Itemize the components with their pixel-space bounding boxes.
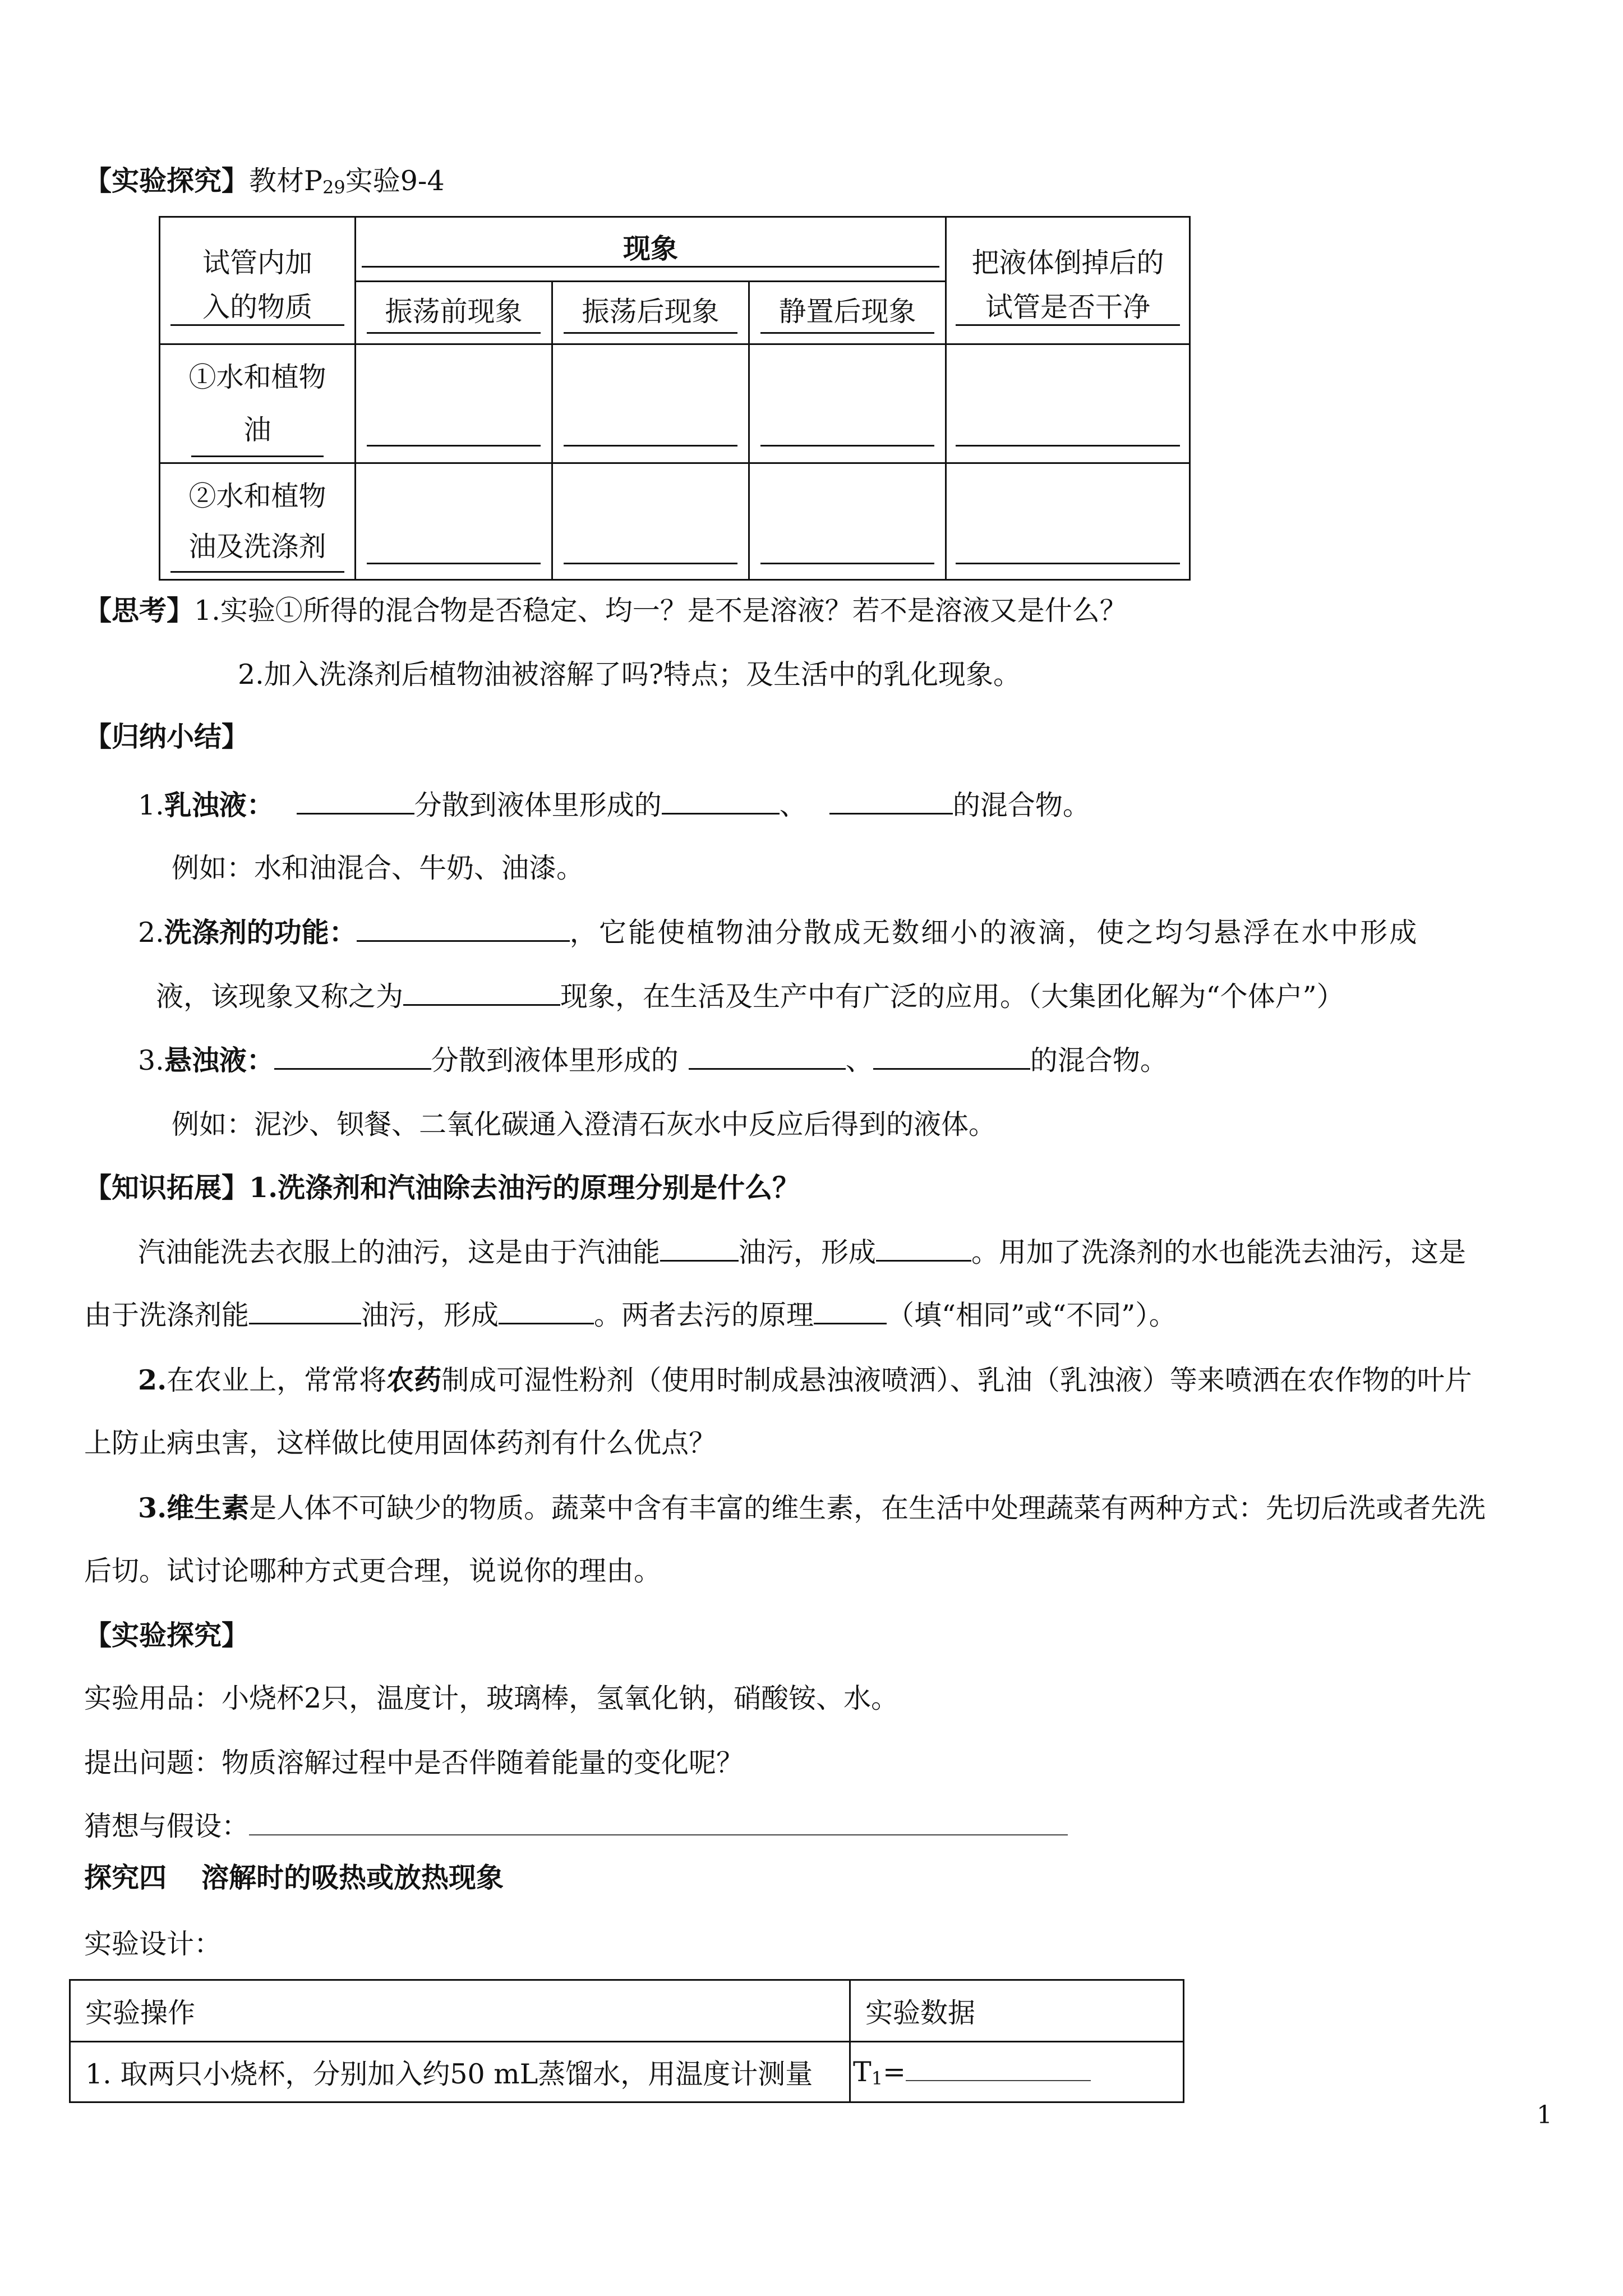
row1-substance-line1: ①水和植物 — [188, 361, 326, 393]
section-four-heading — [84, 1861, 504, 1894]
row1-substance-line2: 油 — [243, 414, 271, 446]
header-phenomenon-label: 现象 — [623, 232, 678, 265]
item3-text-1: 分散到液体里形成的 — [431, 1045, 679, 1076]
row2-substance-line2: 油及洗涤剂 — [188, 531, 326, 563]
row1-before-cell[interactable] — [356, 344, 552, 463]
item2-text-1: ，它能使植物油分散成无数细小的液滴，使之均匀悬浮在水中形成 — [569, 917, 1419, 949]
header-phenomenon — [356, 217, 946, 282]
item3-blank-3[interactable] — [873, 1043, 1030, 1070]
temperature-blank[interactable] — [906, 2055, 1091, 2081]
item2-text-3: 现象，在生活及生产中有广泛的应用。（大集团化解为“个体户”） — [560, 981, 1344, 1013]
item2-blank-2[interactable] — [403, 979, 560, 1006]
row1-substance — [160, 344, 356, 463]
table-row — [70, 2042, 1184, 2102]
expand-question-1: 1.洗涤剂和汽油除去油污的原理分别是什么？ — [249, 1171, 800, 1204]
item1-text-3: 的混合物。 — [952, 789, 1090, 821]
item1-blank-1[interactable] — [297, 788, 414, 815]
heading-subscript: 29 — [322, 177, 345, 198]
summary-item-1 — [138, 788, 1090, 822]
row1-clean-cell[interactable] — [946, 344, 1190, 463]
item3-example: 例如：泥沙、钡餐、二氧化碳通入澄清石灰水中反应后得到的液体。 — [172, 1108, 997, 1140]
temperature-symbol: T — [853, 2055, 872, 2088]
p1-text-e: 油污，形成 — [361, 1299, 499, 1331]
p1-blank-3[interactable] — [249, 1298, 361, 1324]
header-clean-line1: 把液体倒掉后的 — [971, 246, 1164, 279]
item2-blank-1[interactable] — [357, 915, 570, 942]
temperature-equals: = — [883, 2055, 906, 2088]
experiment2-heading: 【实验探究】 — [84, 1619, 250, 1651]
item2-term: 洗涤剂的功能： — [164, 916, 357, 949]
expand-heading-line — [84, 1171, 800, 1205]
item1-blank-3[interactable] — [829, 788, 953, 815]
summary-item-2 — [138, 915, 1419, 950]
item1-number: 1. — [138, 789, 164, 821]
expand-bracket: 【知识拓展】 — [84, 1171, 250, 1204]
item2-text-2: 液，该现象又称之为 — [156, 981, 404, 1013]
section-title: 溶解时的吸热或放热现象 — [201, 1861, 504, 1894]
design-row1-operation: 1. 取两只小烧杯，分别加入约50 mL蒸馏水，用温度计测量 — [70, 2042, 850, 2102]
q2-text-a: 在农业上，常常将 — [167, 1364, 387, 1396]
item1-example: 例如：水和油混合、牛奶、油漆。 — [172, 852, 584, 884]
heading-bracket: 【实验探究】 — [84, 164, 250, 197]
think-question-2: 2.加入洗涤剂后植物油被溶解了吗?特点；及生活中的乳化现象。 — [238, 659, 1021, 691]
row1-rest-cell[interactable] — [749, 344, 946, 463]
p1-blank-5[interactable] — [814, 1298, 887, 1324]
hypothesis-line — [84, 1810, 1068, 1843]
header-before — [356, 282, 552, 344]
p1-text-a: 汽油能洗去衣服上的油污，这是由于汽油能 — [138, 1236, 661, 1268]
design-table — [69, 1979, 1184, 2103]
summary-heading: 【归纳小结】 — [84, 720, 250, 753]
think-bracket: 【思考】 — [84, 594, 195, 627]
q2-number: 2. — [138, 1364, 167, 1396]
item3-text-3: 的混合物。 — [1030, 1045, 1168, 1076]
item1-text-1: 分散到液体里形成的 — [414, 789, 662, 821]
row2-substance-line1: ②水和植物 — [188, 480, 326, 512]
row1-after-cell[interactable] — [552, 344, 749, 463]
hypothesis-blank[interactable] — [249, 1810, 1068, 1835]
row2-before-cell[interactable] — [356, 463, 552, 580]
table-row — [160, 463, 1190, 580]
q2-text-c: 制成可湿性粉剂（使用时制成悬浊液喷洒）、乳油（乳浊液）等来喷洒在农作物的叶片 — [441, 1364, 1472, 1396]
item3-number: 3. — [138, 1045, 164, 1076]
p1-blank-2[interactable] — [876, 1235, 971, 1262]
think-question-1: 1.实验①所得的混合物是否稳定、均一？是不是溶液？若不是溶液又是什么？ — [194, 595, 1127, 627]
hypothesis-label: 猜想与假设： — [84, 1810, 250, 1842]
expand-para-1 — [138, 1235, 1466, 1269]
item1-term: 乳浊液： — [164, 789, 274, 821]
heading-text-b: 实验9-4 — [345, 165, 445, 197]
summary-item-3 — [138, 1043, 1168, 1078]
expand-para-1-cont — [84, 1298, 1177, 1332]
header-rest — [749, 282, 946, 344]
page-number: 1 — [1537, 2101, 1552, 2129]
experiment2-materials: 实验用品：小烧杯2只，温度计，玻璃棒，氢氧化钠，硝酸铵、水。 — [84, 1682, 899, 1714]
item1-text-2: 、 — [779, 789, 807, 821]
p1-text-b: 油污，形成 — [739, 1236, 877, 1268]
expand-question-3 — [138, 1491, 1486, 1525]
header-substance-line2: 入的物质 — [202, 291, 312, 323]
think-q1-line — [84, 593, 1127, 628]
item3-blank-1[interactable] — [274, 1043, 431, 1070]
header-after — [552, 282, 749, 344]
p1-text-d: 由于洗涤剂能 — [84, 1299, 250, 1331]
header-clean-line2: 试管是否干净 — [985, 291, 1150, 323]
item1-blank-2[interactable] — [662, 788, 780, 815]
q3-number: 3. — [138, 1492, 167, 1524]
p1-text-c: 。用加了洗涤剂的水也能洗去油污，这是 — [971, 1236, 1467, 1268]
experiment-heading — [84, 164, 445, 204]
row2-rest-cell[interactable] — [749, 463, 946, 580]
experiment2-question: 提出问题：物质溶解过程中是否伴随着能量的变化呢？ — [84, 1747, 744, 1779]
design-header-data: 实验数据 — [850, 1980, 1184, 2042]
header-after-label: 振荡后现象 — [582, 296, 720, 328]
heading-text-a: 教材P — [249, 165, 322, 197]
item3-term: 悬浊液： — [164, 1044, 274, 1076]
item3-blank-2[interactable] — [689, 1043, 846, 1070]
header-clean — [946, 217, 1190, 344]
design-row1-data — [850, 2042, 1184, 2102]
q2-text-d: 上防止病虫害，这样做比使用固体药剂有什么优点？ — [84, 1427, 717, 1459]
design-label: 实验设计： — [84, 1928, 222, 1960]
header-substance-line1: 试管内加 — [202, 246, 312, 279]
expand-question-2 — [138, 1363, 1472, 1397]
p1-text-f: 。两者去污的原理 — [594, 1299, 814, 1331]
row2-clean-cell[interactable] — [946, 463, 1190, 580]
experiment-table — [159, 216, 1191, 581]
q3-text-c: 后切。试讨论哪种方式更合理，说说你的理由。 — [84, 1555, 662, 1587]
item2-number: 2. — [138, 917, 164, 949]
header-substance — [160, 217, 356, 344]
p1-blank-4[interactable] — [499, 1298, 594, 1324]
q2-text-bold: 农药 — [386, 1364, 442, 1396]
row2-substance — [160, 463, 356, 580]
row2-after-cell[interactable] — [552, 463, 749, 580]
summary-item-2-cont — [156, 979, 1344, 1014]
table-row — [160, 344, 1190, 463]
design-header-operation: 实验操作 — [70, 1980, 850, 2042]
p1-blank-1[interactable] — [660, 1235, 739, 1262]
p1-text-g: （填“相同”或“不同”）。 — [887, 1299, 1177, 1331]
section-number: 探究四 — [84, 1861, 167, 1894]
item3-text-2: 、 — [845, 1045, 873, 1076]
header-before-label: 振荡前现象 — [385, 296, 523, 328]
header-rest-label: 静置后现象 — [778, 296, 916, 328]
temperature-subscript: 1 — [871, 2067, 883, 2089]
q3-text-b: 是人体不可缺少的物质。蔬菜中含有丰富的维生素，在生活中处理蔬菜有两种方式：先切后洗或者先洗 — [249, 1492, 1486, 1524]
q3-text-bold: 维生素 — [167, 1492, 250, 1524]
